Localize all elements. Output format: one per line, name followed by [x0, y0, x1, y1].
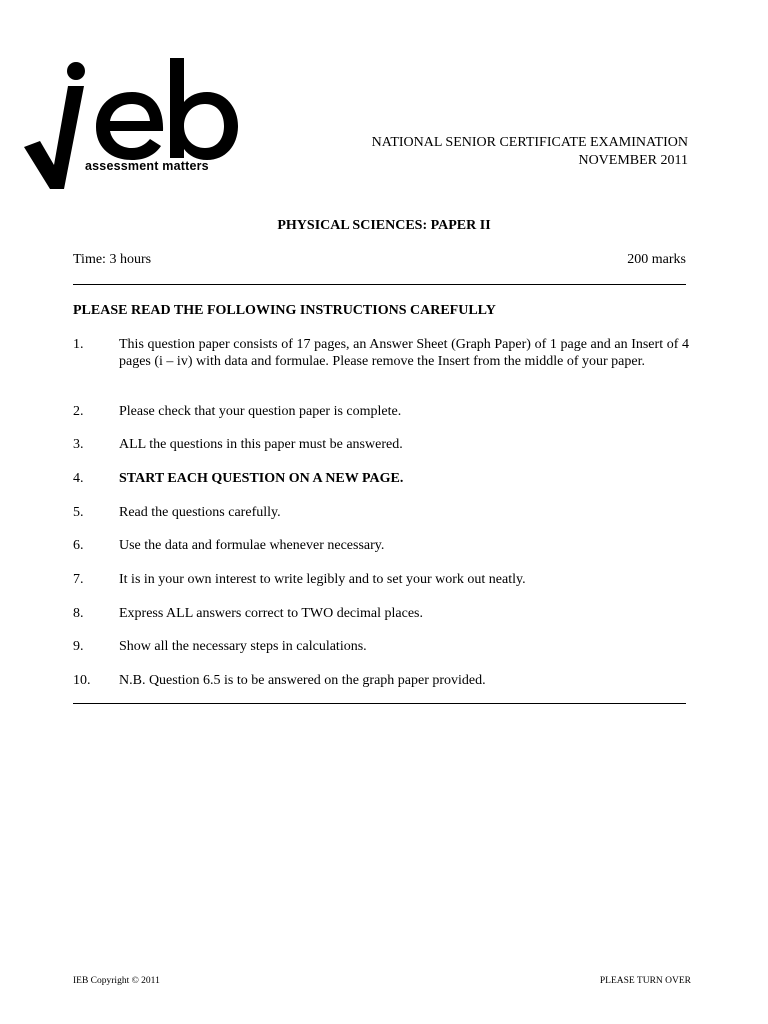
instruction-text: Express ALL answers correct to TWO decimal places. — [119, 606, 424, 621]
exam-marks: 200 marks — [627, 252, 686, 267]
paper-title: PHYSICAL SCIENCES: PAPER II — [277, 218, 491, 233]
instruction-number: 3. — [73, 437, 84, 452]
instruction-text: It is in your own interest to write legibly and to set your work out neatly. — [119, 572, 526, 587]
divider-bottom — [73, 703, 686, 704]
instruction-number: 8. — [73, 606, 84, 621]
instruction-number: 1. — [73, 337, 84, 352]
instruction-text: N.B. Question 6.5 is to be answered on the graph paper provided. — [119, 673, 486, 688]
footer-turn-over: PLEASE TURN OVER — [599, 976, 691, 986]
instruction-text: Show all the necessary steps in calculations. — [119, 639, 367, 654]
logo-tagline: assessment matters — [85, 159, 209, 173]
instruction-number: 2. — [73, 404, 84, 419]
exam-time: Time: 3 hours — [73, 252, 152, 267]
instruction-number: 6. — [73, 538, 84, 553]
logo-i-dot — [67, 62, 85, 80]
instruction-text: Use the data and formulae whenever necessary. — [119, 538, 385, 553]
footer-copyright: IEB Copyright © 2011 — [73, 976, 160, 986]
divider-top — [73, 284, 686, 285]
instruction-number: 9. — [73, 639, 84, 654]
instructions-heading: PLEASE READ THE FOLLOWING INSTRUCTIONS CAREFULLY — [73, 303, 496, 318]
exam-name: NATIONAL SENIOR CERTIFICATE EXAMINATION — [371, 135, 688, 150]
instruction-number: 5. — [73, 505, 84, 520]
instruction-text: Read the questions carefully. — [119, 505, 281, 520]
instruction-number: 4. — [73, 471, 84, 486]
logo-checkmark — [24, 86, 84, 189]
logo-letter-b — [170, 58, 238, 160]
exam-header — [372, 134, 688, 170]
exam-date: NOVEMBER 2011 — [578, 153, 688, 168]
logo-letter-e — [96, 92, 163, 160]
instruction-text: This question paper consists of 17 pages, an Answer Sheet (Graph Paper) of 1 page and an Insert of 4 pages (i – iv) with data and formulae. Please remove the Insert from the middle of your paper. — [119, 337, 689, 369]
instruction-number: 10. — [73, 673, 91, 688]
instruction-number: 7. — [73, 572, 84, 587]
instruction-text: Please check that your question paper is complete. — [119, 404, 402, 419]
instruction-text: ALL the questions in this paper must be answered. — [119, 437, 403, 452]
instruction-text: START EACH QUESTION ON A NEW PAGE. — [119, 471, 404, 486]
